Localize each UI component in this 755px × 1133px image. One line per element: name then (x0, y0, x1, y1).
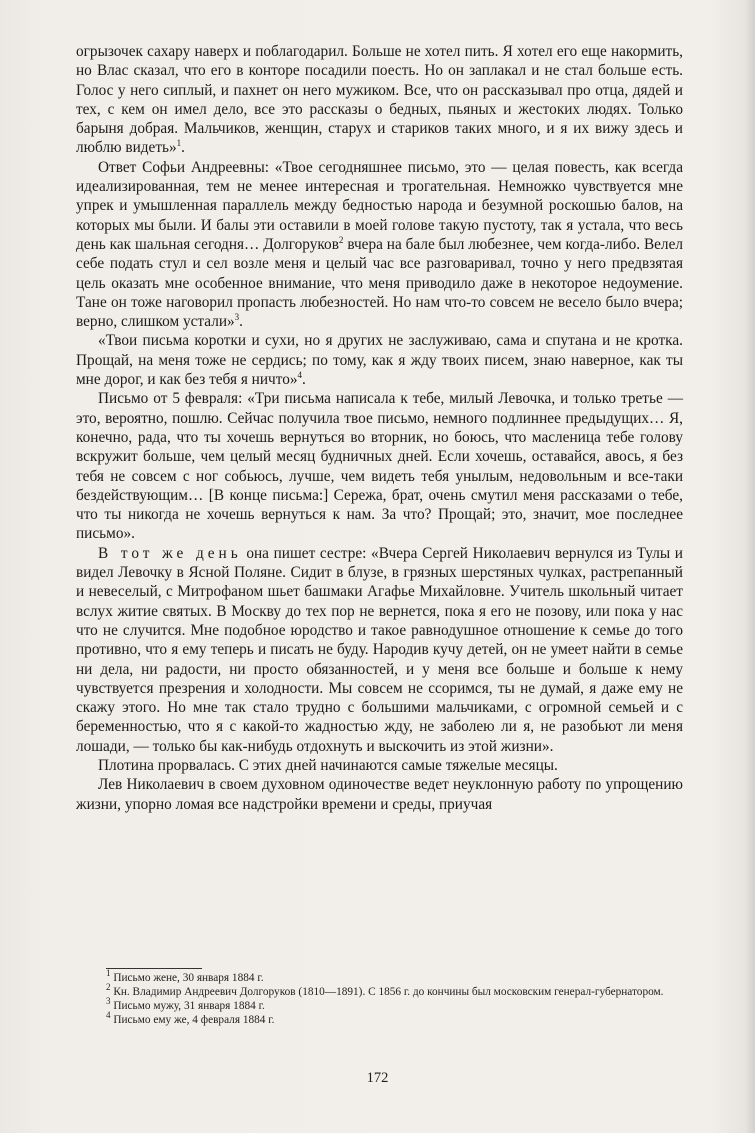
footnote-divider (106, 968, 202, 969)
paragraph-2: Ответ Софьи Андреевны: «Твое сегодняшнее письмо, это — целая повесть, как всегда идеализированная, тем не менее интересная и трогательная. Немножко чувствуется мне упрек и умышленная параллель между бедностью народа и безумной роскошью балов, на которых мы были. И балы эти оставили в моей голове такую пустоту, так я устала, что весь день как шальная сегодня… Долгоруков$^2$ вчера на бале был любезнее, чем когда-либо. Велел себе подать стул и сел возле меня и целый час все разговаривал, точно у него предвзятая цель оказать мне особенное внимание, что меня приводило даже в некоторое недоумение. Тане он тоже наговорил пропасть любезностей. Но нам что-то совсем не весело было вчера; верно, слишком устали»$^3$. (76, 158, 683, 331)
footnote-4: $^4$ Письмо ему же, 4 февраля 1884 г. (106, 1009, 275, 1026)
page-edge-shadow (745, 0, 755, 1133)
paragraph-1: огрызочек сахару наверх и поблагодарил. Больше не хотел пить. Я хотел его еще накормить, но Влас сказал, что его в конторе посадили поесть. Но он заплакал и не стал больше есть. Голос у него сиплый, и пахнет он него мужиком. Все, что он рассказывал про отца, дядей и тех, с кем он имел дело, все это рассказы о бедных, пьяных и жестоких людях. Только барыня добрая. Мальчиков, женщин, старух и стариков таких много, и я их вижу здесь и люблю видеть»$^1$. (76, 43, 683, 157)
footnotes (76, 968, 683, 1028)
footnote-3: $^3$ Письмо мужу, 31 января 1884 г. (106, 996, 265, 1012)
page-number: 172 (366, 1070, 389, 1086)
body-text (76, 42, 683, 814)
footnote-ref-2: 2 (338, 234, 344, 245)
footnote-2: $^2$ Кн. Владимир Андреевич Долгоруков (1810—1891). С 1856 г. до кончины был московским генерал-губернатором. (106, 982, 664, 998)
footnote-ref-3: 3 (234, 312, 240, 323)
footnote-ref-4: 4 (297, 369, 303, 380)
paragraph-5: В тот же день она пишет сестре: «Вчера Сергей Николаевич вернулся из Тулы и видел Левочку в Ясной Поляне. Сидит в блузе, в грязных шерстяных чулках, растрепанный и невеселый, с Митрофаном шьет башмаки Агафье Михайловне. Учитель школьный читает вслух житие святых. В Москву до тех пор не вернется, пока я его не позову, или пока у нас что не случится. Мне подобное юродство и такое равнодушное отношение к семье до того противно, что я ему теперь и писать не буду. Народив кучу детей, он не умеет найти в семье ни дела, ни радости, ни просто обязанностей, и у меня все больше и больше к нему чувствуется презрения и холодности. Мы совсем не ссоримся, ты не думай, я даже ему не скажу этого. Но мне так стало трудно с большими мальчиками, с огромной семьей и с беременностью, что я с какой-то жадностью жду, не заболею ли я, не разобьют ли меня лошади, — только бы как-нибудь отдохнуть и выскочить из этой жизни». (76, 544, 683, 755)
paragraph-3: «Твои письма коротки и сухи, но я других не заслуживаю, сама и спутана и не кротка. Прощай, на меня тоже не сердись; по тому, как я жду твоих писем, знаю наверное, как ты мне дорог, и как без тебя я ничто»$^4$. (76, 332, 683, 389)
paragraph-7: Лев Николаевич в своем духовном одиночестве ведет неуклонную работу по упрощению жизни, упорно ломая все надстройки времени и среды, приучая (76, 776, 683, 813)
paragraph-4: Письмо от 5 февраля: «Три письма написала к тебе, милый Левочка, и только третье — это, вероятно, пошлю. Сейчас получила твое письмо, немного подлиннее предыдущих… Я, конечно, рада, что ты хочешь вернуться во вторник, но боюсь, что масленица тебе голову вскружит больше, чем целый месяц будничных дней. Если хочешь, оставайся, авось, я без тебя не совсем с ног собьюсь, лучше, чем видеть тебя унылым, недовольным и все-таки бездействующим… [В конце письма:] Сережа, брат, очень смутил меня рассказами о тебе, что ты никогда не хочешь вернуться к нам. За что? Прощай; это, значит, мое последнее письмо». (76, 390, 683, 543)
spaced-emphasis: В тот же день (98, 544, 242, 562)
footnote-ref-1: 1 (176, 138, 182, 149)
footnote-1: $^1$ Письмо жене, 30 января 1884 г. (106, 968, 264, 984)
paragraph-6: Плотина прорвалась. С этих дней начинаются самые тяжелые месяцы. (98, 756, 558, 774)
